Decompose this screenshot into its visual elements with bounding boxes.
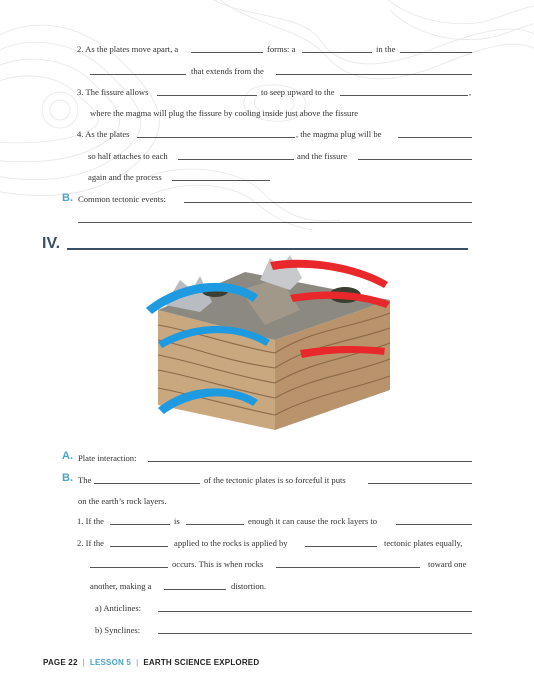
- section-b2-text-c: on the earth’s rock layers.: [78, 496, 167, 506]
- q4-text-c: so half attaches to each: [88, 151, 168, 161]
- anticlines-label: a) Anticlines:: [95, 603, 142, 613]
- q3-text-d: where the magma will plug the fissure by cooling inside just above the fissure: [90, 108, 359, 118]
- section-iv-numeral: IV.: [42, 235, 61, 252]
- q1b-text-b: is: [174, 516, 180, 526]
- q1b-blank-1[interactable]: [110, 524, 170, 525]
- q4-text-b: , the magma plug will be: [296, 129, 382, 139]
- q2-text-a: 2. As the plates move apart, a: [77, 44, 179, 54]
- plate-boundary-diagram: [140, 250, 400, 450]
- q2-text-c: in the: [376, 44, 396, 54]
- q2b-text-f: another, making a: [90, 581, 152, 591]
- q2b-text-c: tectonic plates equally,: [384, 538, 463, 548]
- section-b-letter: B.: [62, 192, 73, 204]
- q2-blank-3[interactable]: [400, 52, 472, 53]
- section-b2-letter: B.: [62, 472, 73, 484]
- q3-text-c: ,: [469, 87, 472, 97]
- q2b-text-a: 2. If the: [77, 538, 104, 548]
- page-footer: PAGE 22 | LESSON 5 | EARTH SCIENCE EXPLORED: [43, 658, 260, 667]
- q4-blank-4[interactable]: [358, 159, 472, 160]
- q1b-blank-3[interactable]: [396, 524, 472, 525]
- q2b-text-e: toward one: [428, 559, 467, 569]
- q4-blank-2[interactable]: [398, 137, 472, 138]
- q2-blank-4[interactable]: [90, 74, 186, 75]
- q2-blank-2[interactable]: [302, 52, 372, 53]
- section-a-label: Plate interaction:: [78, 453, 137, 463]
- q2-blank-1[interactable]: [191, 52, 263, 53]
- anticlines-blank[interactable]: [158, 611, 472, 612]
- q2b-blank-3[interactable]: [90, 567, 168, 568]
- q4-blank-5[interactable]: [172, 180, 270, 181]
- section-b-label: Common tectonic events:: [78, 194, 166, 204]
- q2b-blank-5[interactable]: [164, 589, 226, 590]
- q4-blank-1[interactable]: [137, 137, 295, 138]
- q2b-blank-2[interactable]: [305, 546, 377, 547]
- q2b-text-g: distortion.: [231, 581, 267, 591]
- q4-text-d: and the fissure: [297, 151, 348, 161]
- section-b-blank-1[interactable]: [184, 202, 472, 203]
- q2b-text-b: applied to the rocks is applied by: [174, 538, 288, 548]
- q1b-text-a: 1. If the: [77, 516, 104, 526]
- section-a-blank[interactable]: [148, 461, 472, 462]
- q2b-blank-4[interactable]: [276, 567, 420, 568]
- q1b-text-c: enough it can cause the rock layers to: [248, 516, 378, 526]
- q2-text-b: forms: a: [267, 44, 296, 54]
- section-b2-text-a: The: [78, 475, 92, 485]
- synclines-blank[interactable]: [158, 633, 472, 634]
- q3-text-a: 3. The fissure allows: [77, 87, 149, 97]
- q3-blank-1[interactable]: [157, 95, 257, 96]
- section-b2-blank-1[interactable]: [94, 483, 200, 484]
- q2b-text-d: occurs. This is when rocks: [172, 559, 264, 569]
- footer-book-title: EARTH SCIENCE EXPLORED: [143, 658, 260, 667]
- section-b2-blank-2[interactable]: [368, 483, 472, 484]
- footer-page-number: PAGE 22: [43, 658, 78, 667]
- q4-text-a: 4. As the plates: [77, 129, 130, 139]
- section-a-letter: A.: [62, 450, 73, 462]
- q4-blank-3[interactable]: [178, 159, 294, 160]
- synclines-label: b) Synclines:: [95, 625, 141, 635]
- q2b-blank-1[interactable]: [110, 546, 168, 547]
- q2-blank-5[interactable]: [276, 74, 472, 75]
- section-b2-text-b: of the tectonic plates is so forceful it puts: [204, 475, 346, 485]
- q4-text-e: again and the process: [88, 172, 162, 182]
- q3-blank-2[interactable]: [340, 95, 468, 96]
- q1b-blank-2[interactable]: [186, 524, 244, 525]
- q3-text-b: to seep upward to the: [261, 87, 335, 97]
- section-b-blank-2[interactable]: [78, 222, 472, 223]
- footer-lesson: LESSON 5: [89, 658, 132, 667]
- q2-text-d: that extends from the: [191, 66, 264, 76]
